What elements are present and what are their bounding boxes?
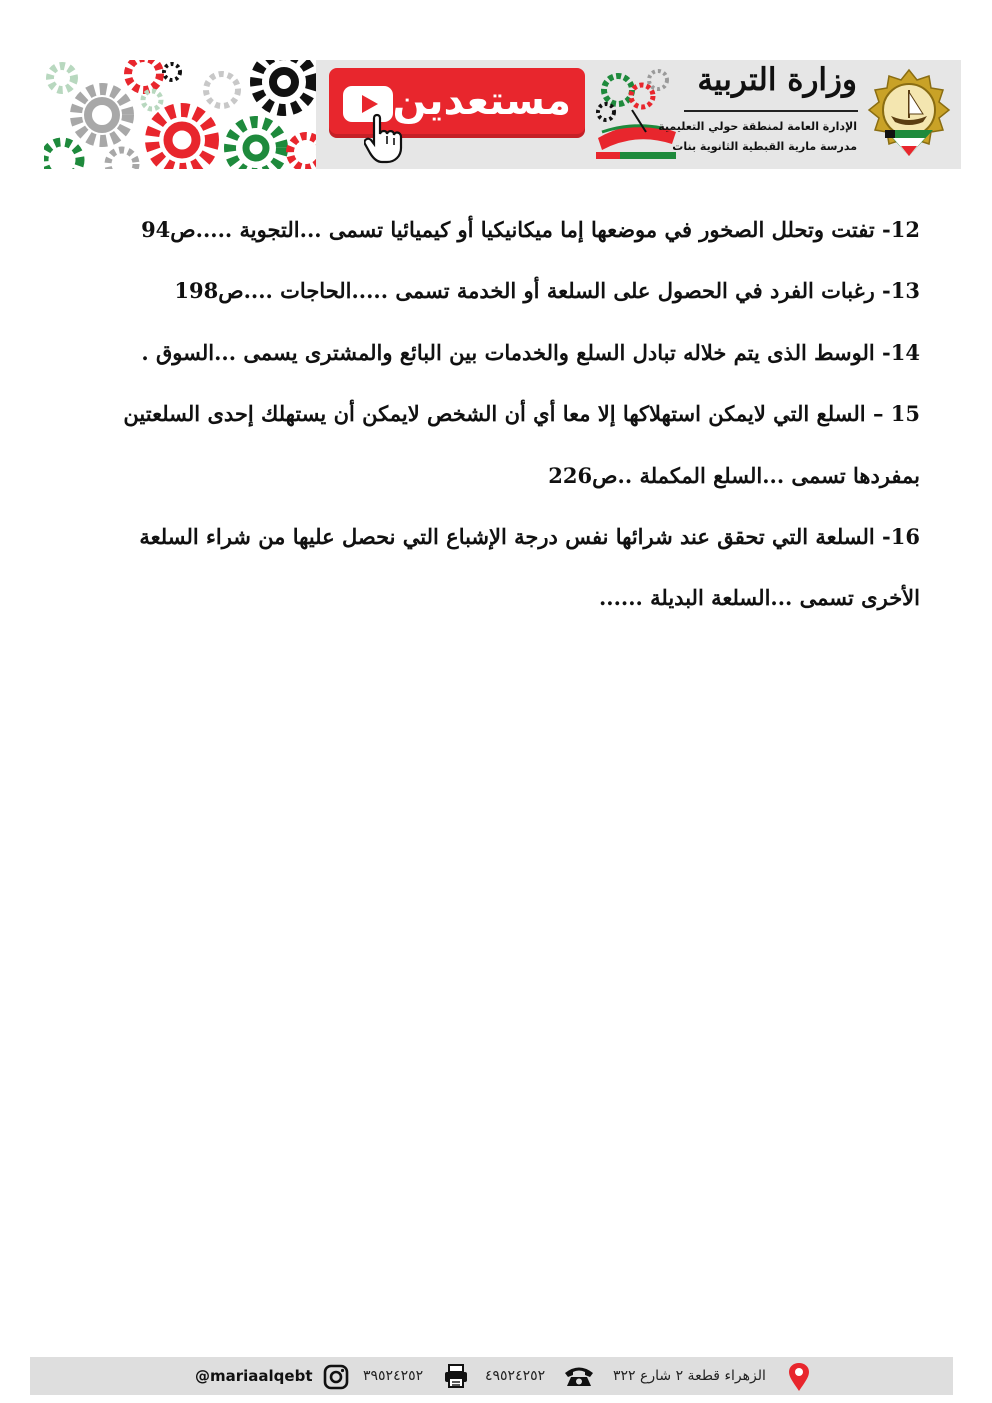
kuwait-emblem-icon [865,66,953,162]
question-line-15: 15 – السلع التي لايمكن استهلاكها إلا معا أي أن الشخص لايمكن أن يستهلك إحدى السلعتين [123,401,920,427]
question-line-16-continued: الأخرى تسمى ...السلعة البديلة ...... [598,585,920,611]
question-line-14: 14- الوسط الذى يتم خلاله تبادل السلع والخدمات بين البائع والمشترى يسمى ...السوق . [141,339,920,365]
phone-number: ٤٩٥٢٤٢٥٢ [485,1368,546,1384]
footer-bar [30,1357,953,1395]
school-name: مدرسة مارية القبطية الثانوية بنات [672,140,857,153]
questions-list [123,205,920,635]
question-line-16: 16- السلعة التي تحقق عند شرائها نفس درجة الإشباع التي نحصل عليها من شراء السلعة [139,523,920,549]
pointer-hand-icon [364,112,420,164]
fax-icon [443,1363,469,1389]
question-line-15-continued: بمفردها تسمى ...السلع المكملة ..ص226 [548,462,920,488]
question-line-12: 12- تفتت وتحلل الصخور في موضعها إما ميكانيكيا أو كيميائيا تسمى ...التجوية .....ص94 [141,217,920,242]
fax-number: ٣٩٥٢٤٢٥٢ [363,1368,424,1384]
district-name: الإدارة العامة لمنطقة حولي التعليمية [658,120,857,133]
question-line-13: 13- رغبات الفرد في الحصول على السلعة أو الخدمة تسمى .....الحاجات ....ص198 [174,278,920,304]
instagram-icon [323,1364,349,1390]
header-banner [44,60,961,169]
school-logo-icon [592,66,680,162]
phone-icon [563,1364,595,1388]
address: الزهراء قطعة ٢ شارع ٣٢٢ [613,1368,766,1384]
location-pin-icon [788,1362,810,1392]
instagram-handle[interactable]: @mariaalqebt [195,1367,313,1385]
ready-button-label: مستعدين [392,78,571,124]
gears-decoration-icon [44,60,316,169]
ministry-title: وزارة التربية [697,62,857,98]
header-divider [684,110,858,112]
